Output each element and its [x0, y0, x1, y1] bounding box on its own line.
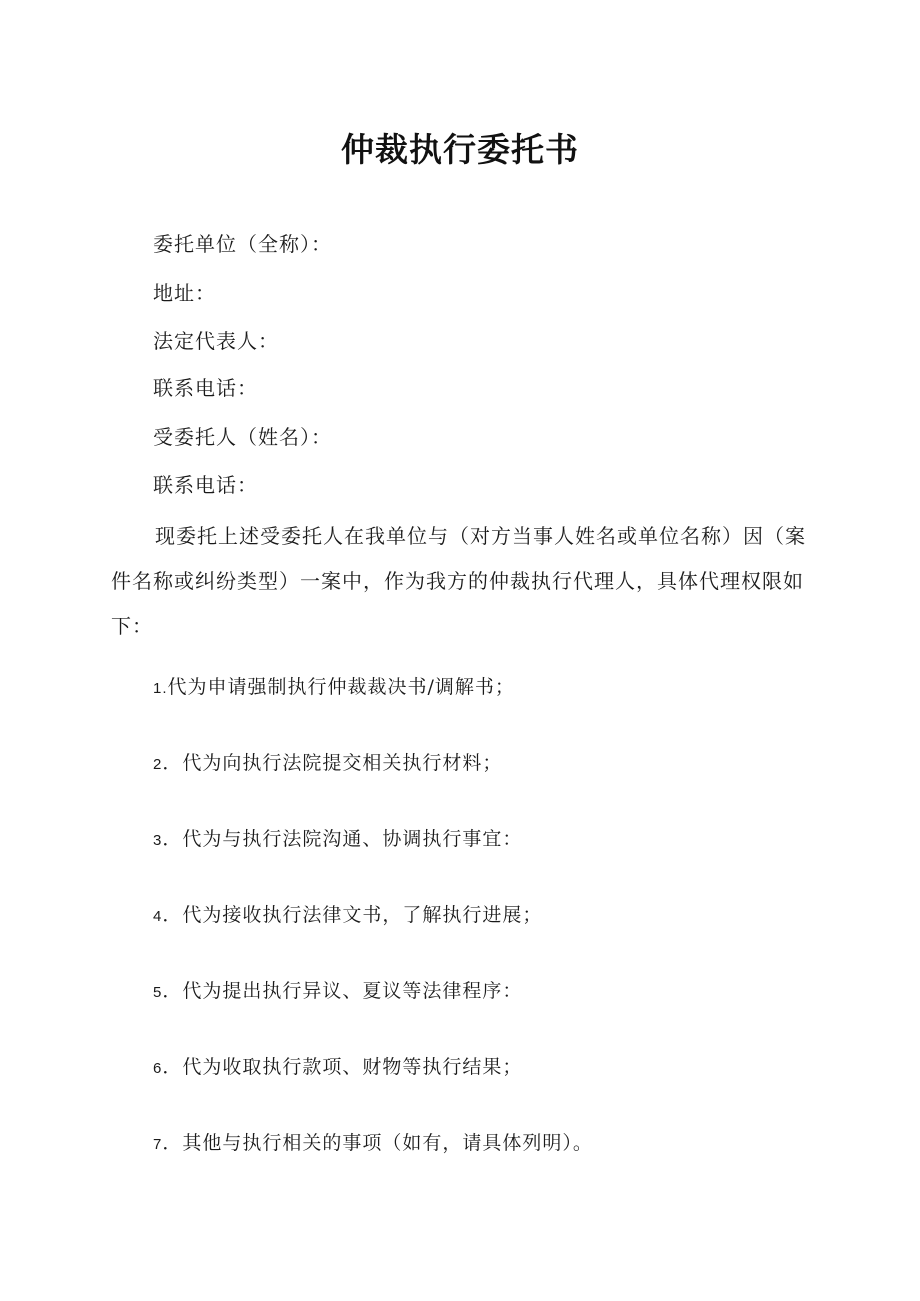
field-entrusted-phone: 联系电话：	[153, 473, 258, 497]
list-item-text: ．代为提出执行异议、夏议等法律程序：	[162, 980, 523, 1002]
authorization-paragraph: 现委托上述受委托人在我单位与（对方当事人姓名或单位名称）因（案件名称或纠纷类型）一案中，作为我方的仲裁执行代理人，具体代理权限如下：	[111, 524, 806, 638]
field-address: 地址：	[153, 281, 216, 305]
list-item-text: ．代为与执行法院沟通、协调执行事宜：	[162, 828, 523, 850]
list-item	[153, 1052, 522, 1079]
list-item-number: 4	[153, 908, 163, 925]
list-item	[153, 1128, 593, 1155]
field-contact-phone: 联系电话：	[153, 376, 258, 400]
list-item-text: ．代为接收执行法律文书，了解执行进展；	[162, 904, 543, 926]
list-item-text: ．代为收取执行款项、财物等执行结果；	[162, 1056, 523, 1078]
list-item-text: 代为申请强制执行仲裁裁决书/调解书；	[167, 676, 515, 698]
list-item-number: 6	[153, 1060, 163, 1077]
field-legal-representative: 法定代表人：	[153, 329, 279, 353]
field-entrusting-unit: 委托单位（全称）：	[153, 232, 332, 256]
list-item	[153, 748, 502, 775]
list-item	[153, 900, 542, 927]
list-item-number: 3	[153, 832, 163, 849]
list-item-number: 1.	[153, 680, 168, 697]
list-item-number: 2	[153, 756, 163, 773]
list-item-text: ．代为向执行法院提交相关执行材料；	[162, 752, 503, 774]
list-item-text: ．其他与执行相关的事项（如有，请具体列明）。	[162, 1132, 593, 1154]
list-item	[153, 672, 515, 699]
list-item-number: 5	[153, 984, 163, 1001]
field-entrusted-person: 受委托人（姓名）：	[153, 425, 332, 449]
list-item	[153, 976, 522, 1003]
document-title: 仲裁执行委托书	[341, 130, 579, 169]
list-item-number: 7	[153, 1136, 163, 1153]
list-item	[153, 824, 522, 851]
